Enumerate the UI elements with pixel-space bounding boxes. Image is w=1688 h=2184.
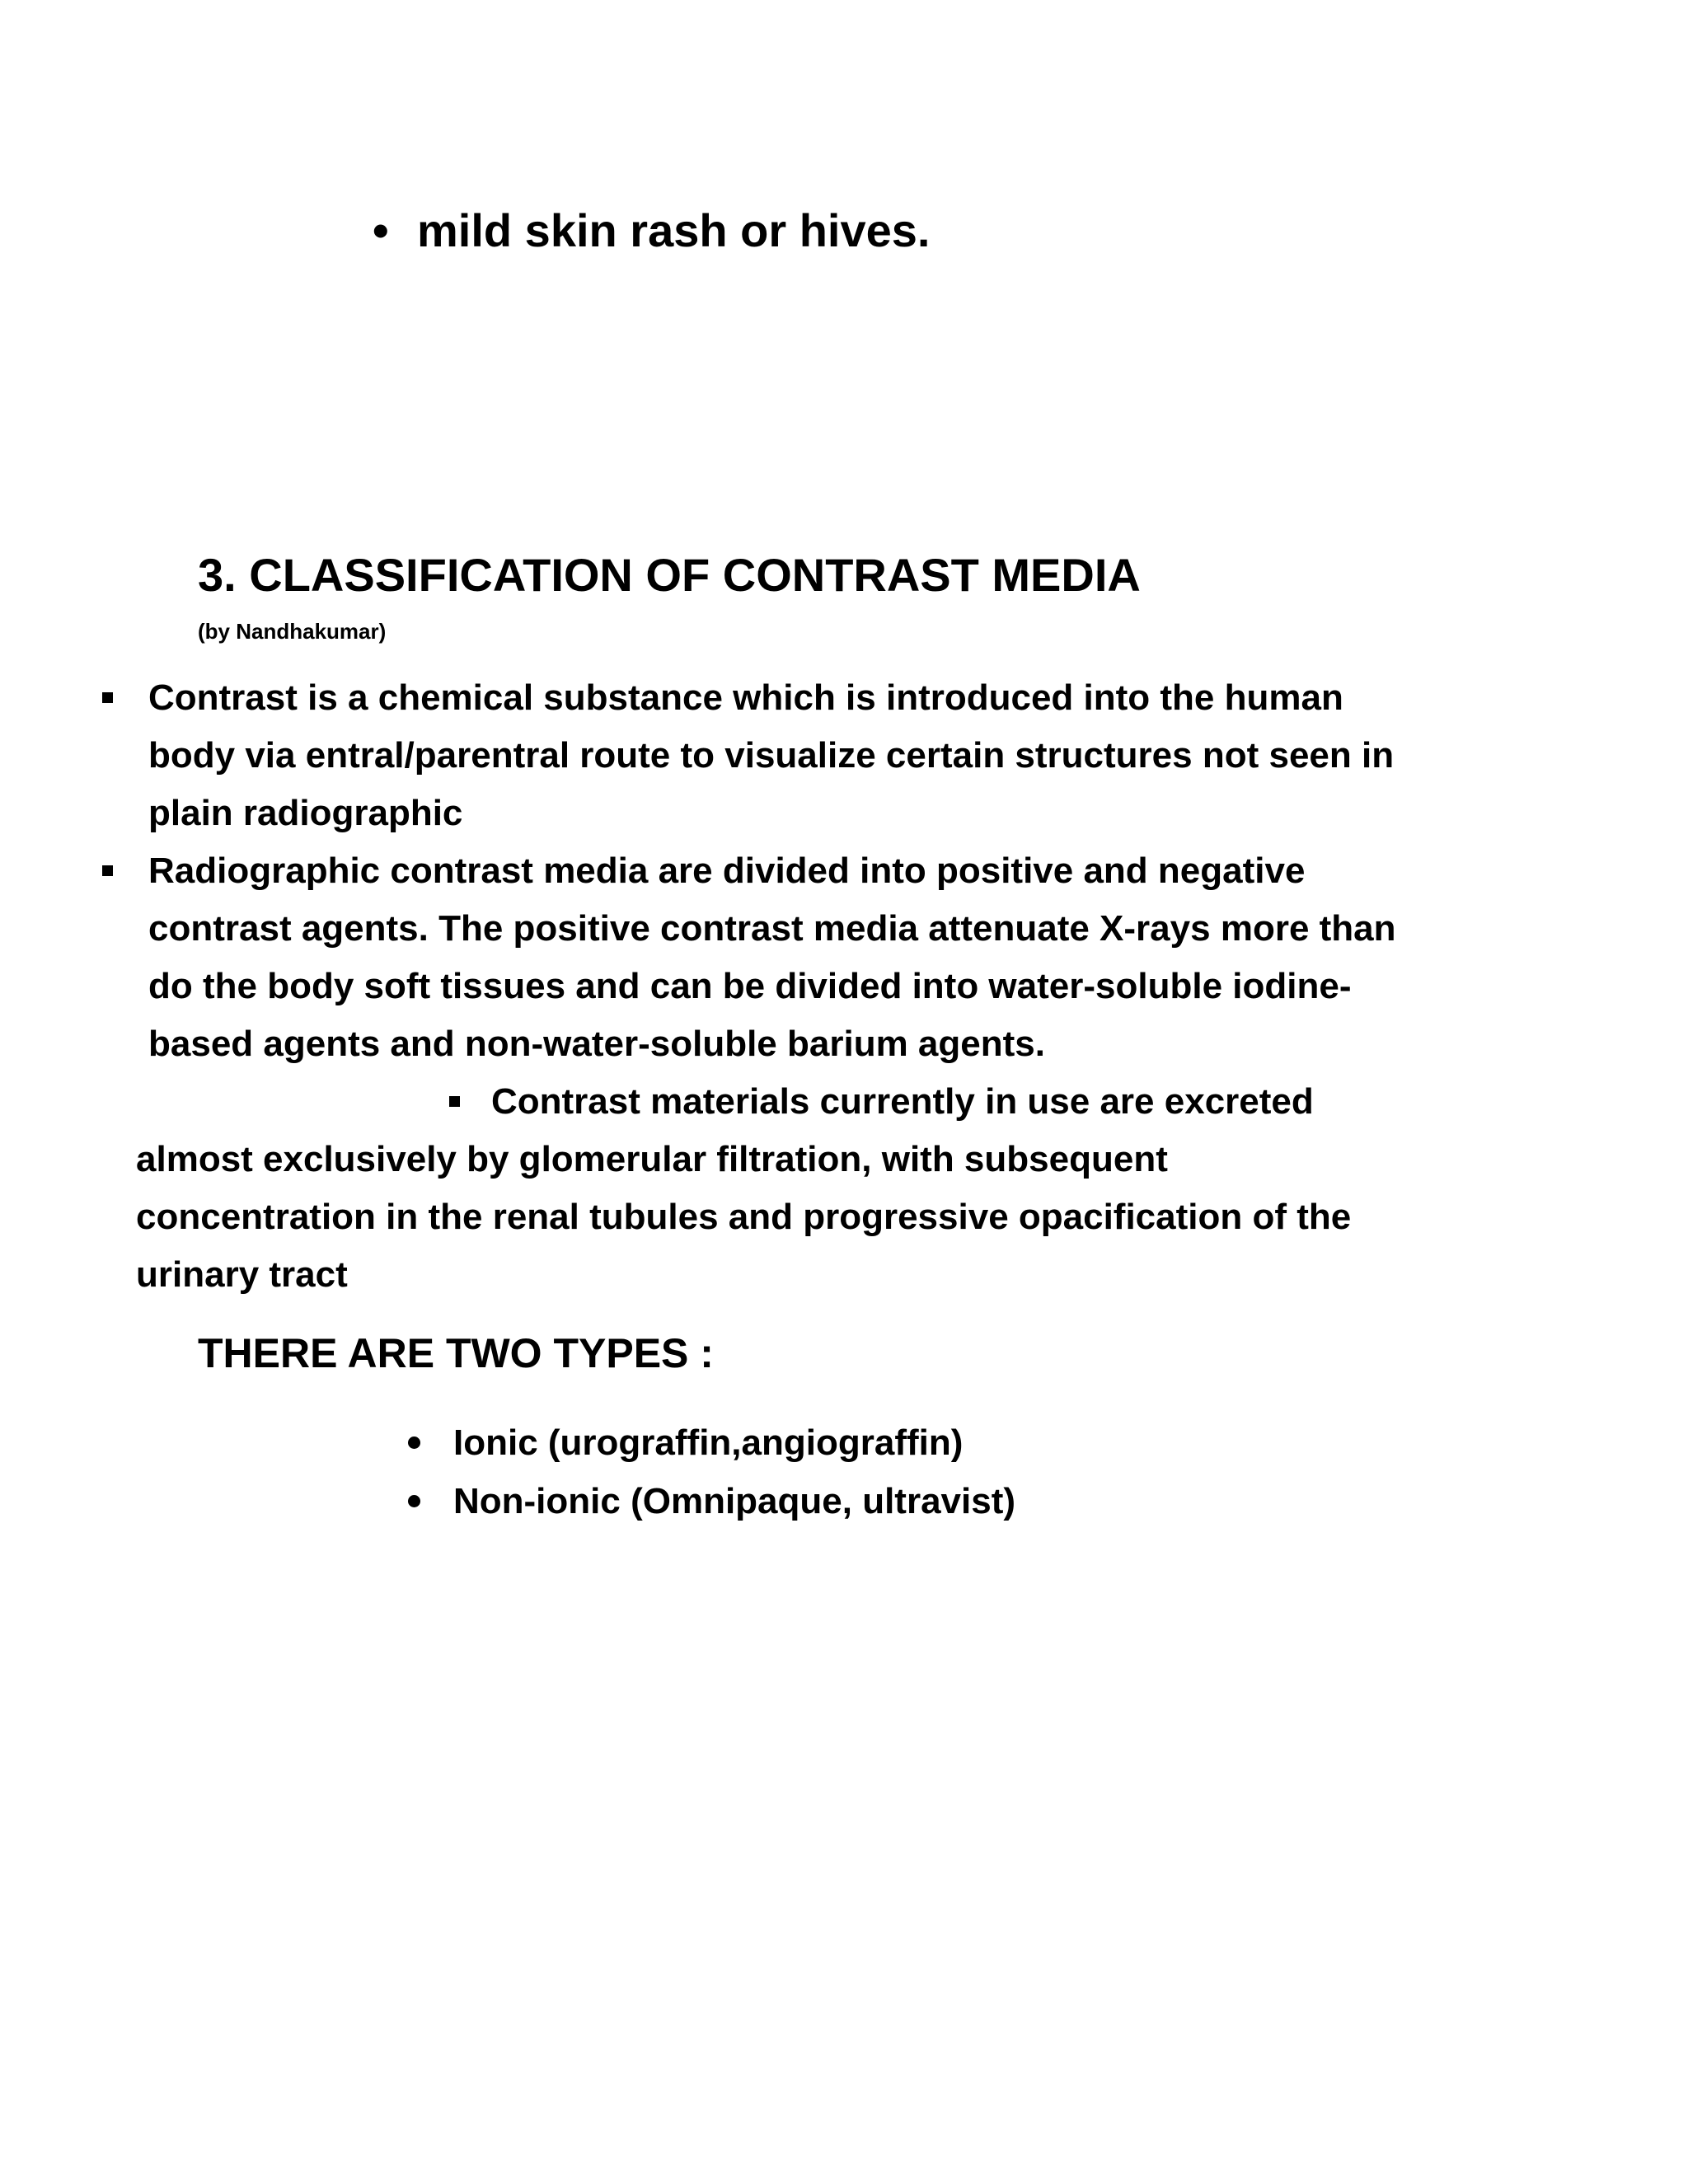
paragraph-line: concentration in the renal tubules and progressive opacification of the xyxy=(136,1197,1352,1237)
bullet-icon xyxy=(408,1495,420,1507)
paragraph-line: Radiographic contrast media are divided into positive and negative xyxy=(148,851,1306,891)
paragraph-line: almost exclusively by glomerular filtration, with subsequent xyxy=(136,1139,1168,1179)
bullet-item-text: mild skin rash or hives. xyxy=(417,204,931,256)
square-bullet-icon xyxy=(102,692,113,703)
paragraph-line: plain radiographic xyxy=(148,793,463,833)
paragraph-line: based agents and non-water-soluble barium agents. xyxy=(148,1024,1045,1064)
paragraph-line: Contrast materials currently in use are excreted xyxy=(491,1081,1314,1122)
paragraph-line: do the body soft tissues and can be divided into water-soluble iodine- xyxy=(148,966,1352,1006)
bullet-icon: • xyxy=(373,204,389,256)
square-bullet-icon xyxy=(449,1096,460,1107)
paragraph-line: urinary tract xyxy=(136,1254,348,1295)
bullet-icon xyxy=(408,1436,420,1449)
paragraph-line: Contrast is a chemical substance which is introduced into the human xyxy=(148,677,1343,718)
list-item: Non-ionic (Omnipaque, ultravist) xyxy=(453,1481,1016,1521)
paragraph-line: contrast agents. The positive contrast media attenuate X-rays more than xyxy=(148,908,1396,949)
square-bullet-icon xyxy=(102,865,113,876)
paragraph-line: body via entral/parentral route to visualize certain structures not seen in xyxy=(148,735,1395,776)
list-item: Ionic (urograffin,angiograffin) xyxy=(453,1422,964,1463)
section-heading: 3. CLASSIFICATION OF CONTRAST MEDIA xyxy=(198,549,1141,601)
types-heading: THERE ARE TWO TYPES : xyxy=(198,1330,714,1376)
author-byline: (by Nandhakumar) xyxy=(198,619,387,644)
